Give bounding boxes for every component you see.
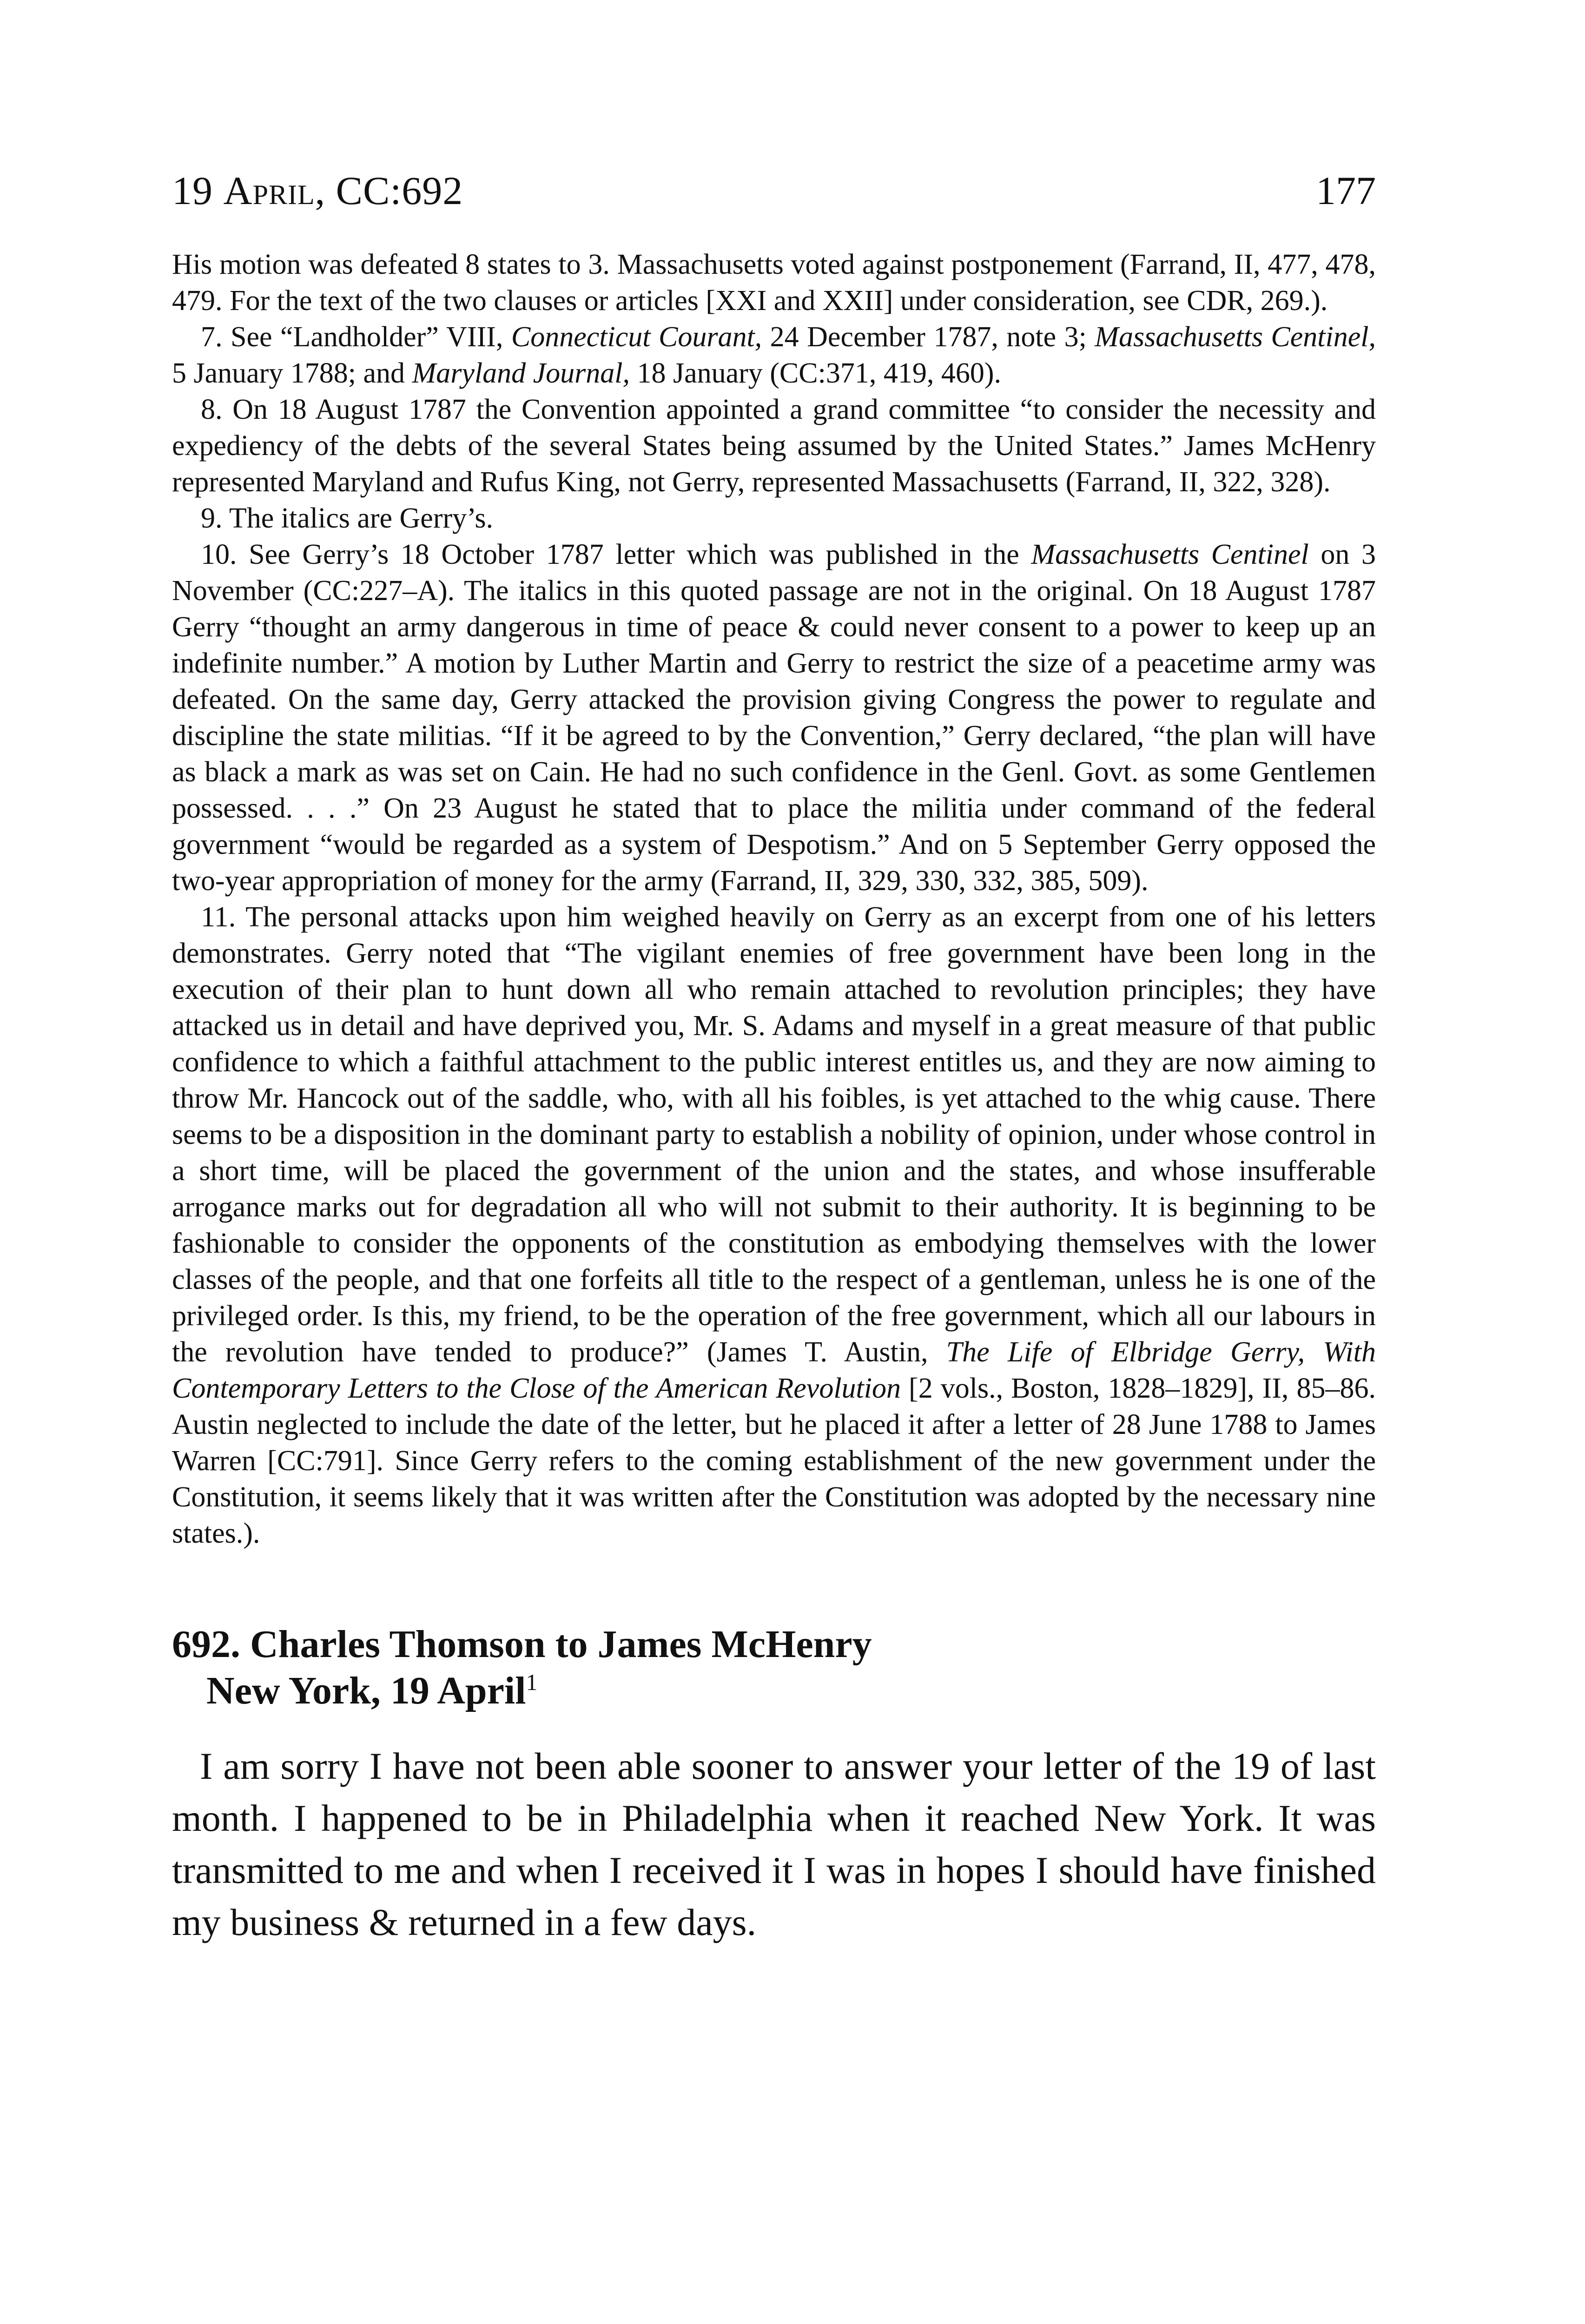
italic-title: Massachusetts Centinel, [1095, 321, 1376, 353]
italic-title: Massachusetts Centinel [1031, 539, 1309, 570]
note-text: 7. See “Landholder” VIII, [201, 321, 511, 353]
document-place-date [172, 1668, 1376, 1714]
footnote-10 [172, 536, 1376, 899]
note-text: 18 January (CC:371, 419, 460). [629, 357, 1001, 389]
running-head-docref: , CC:692 [315, 168, 463, 213]
letter-paragraph: I am sorry I have not been able sooner to answer your letter of the 19 of last month. I happened to be in Philadelphia when it reached New York. It was transmitted to me and when I received it I was in hopes I should have finished my business & returned in a few days. [172, 1745, 1376, 1943]
note-text: 5 January 1788; and [172, 357, 412, 389]
footnote-11 [172, 899, 1376, 1552]
footnote-marker: 1 [526, 1669, 538, 1695]
running-head-day: 19 [172, 168, 224, 213]
note-text: [2 vols., Boston, 1828–1829], II, 85–86. Austin neglected to include the date of the letter, but he placed it after a letter of 28 June 1788 to James Warren [CC:791]. Since Gerry refers to the coming establishment of the new government under the Constitution, it seems likely that it was written after the Constitution was adopted by the necessary nine states.). [172, 1373, 1376, 1549]
italic-title: Connecticut Courant, [511, 321, 762, 353]
document-heading [172, 1621, 1376, 1714]
page-number: 177 [1316, 168, 1376, 213]
italic-title: The Life of Elbridge Gerry, With Contemporary Letters to the Close of the American Revolution [172, 1336, 1376, 1404]
note-text: 9. The italics are Gerry’s. [201, 502, 493, 534]
running-head [172, 153, 1376, 218]
running-head-date [172, 167, 463, 214]
footnote-7 [172, 319, 1376, 391]
footnote-6-continuation [172, 246, 1376, 319]
document-place-date-text: New York, 19 April [206, 1669, 526, 1712]
document-title: 692. Charles Thomson to James McHenry [172, 1623, 872, 1666]
book-page [172, 153, 1376, 1948]
footnotes-section [172, 246, 1376, 1552]
note-text: 11. The personal attacks upon him weighed heavily on Gerry as an excerpt from one of his letters demonstrates. Gerry noted that “The vigilant enemies of free government have been long in the execution of their plan to hunt down all who remain attached to revolution principles; they have attacked us in detail and have deprived you, Mr. S. Adams and myself in a great measure of that public confidence to which a faithful attachment to the public interest entitles us, and they are now aiming to throw Mr. Hancock out of the saddle, who, with all his foibles, is yet attached to the whig cause. There seems to be a disposition in the dominant party to establish a nobility of opinion, under whose control in a short time, will be placed the government of the union and the states, and whose insufferable arrogance marks out for degradation all who will not submit to their authority. It is beginning to be fashionable to consider the opponents of the constitution as embodying themselves with the lower classes of the people, and that one forfeits all title to the respect of a gentleman, unless he is one of the privileged order. Is this, my friend, to be the operation of the free government, which all our labours in the revolution have tended to produce?” (James T. Austin, [172, 901, 1376, 1368]
running-head-month: April [223, 168, 315, 213]
footnote-9 [172, 500, 1376, 536]
note-text: 24 December 1787, note 3; [762, 321, 1095, 353]
italic-title: Maryland Journal, [412, 357, 630, 389]
letter-body [172, 1740, 1376, 1948]
note-text: His motion was defeated 8 states to 3. Massachusetts voted against postponement (Farrand, II, 477, 478, 479. For the text of the two clauses or articles [XXI and XXII] under consideration, see CDR, 269.). [172, 249, 1376, 317]
note-text: 8. On 18 August 1787 the Convention appointed a grand committee “to consider the necessity and expediency of the debts of the several States being assumed by the United States.” James McHenry represented Maryland and Rufus King, not Gerry, represented Massachusetts (Farrand, II, 322, 328). [172, 394, 1376, 498]
note-text: 10. See Gerry’s 18 October 1787 letter which was published in the [201, 539, 1031, 570]
footnote-8 [172, 391, 1376, 500]
note-text: on 3 November (CC:227–A). The italics in this quoted passage are not in the original. On 18 August 1787 Gerry “thought an army dangerous in time of peace & could never consent to a power to keep up an indefinite number.” A motion by Luther Martin and Gerry to restrict the size of a peacetime army was defeated. On the same day, Gerry attacked the provision giving Congress the power to regulate and discipline the state militias. “If it be agreed to by the Convention,” Gerry declared, “the plan will have as black a mark as was set on Cain. He had no such confidence in the Genl. Govt. as some Gentlemen possessed. . . .” On 23 August he stated that to place the militia under command of the federal government “would be regarded as a system of Despotism.” And on 5 September Gerry opposed the two-year appropriation of money for the army (Farrand, II, 329, 330, 332, 385, 509). [172, 539, 1376, 897]
